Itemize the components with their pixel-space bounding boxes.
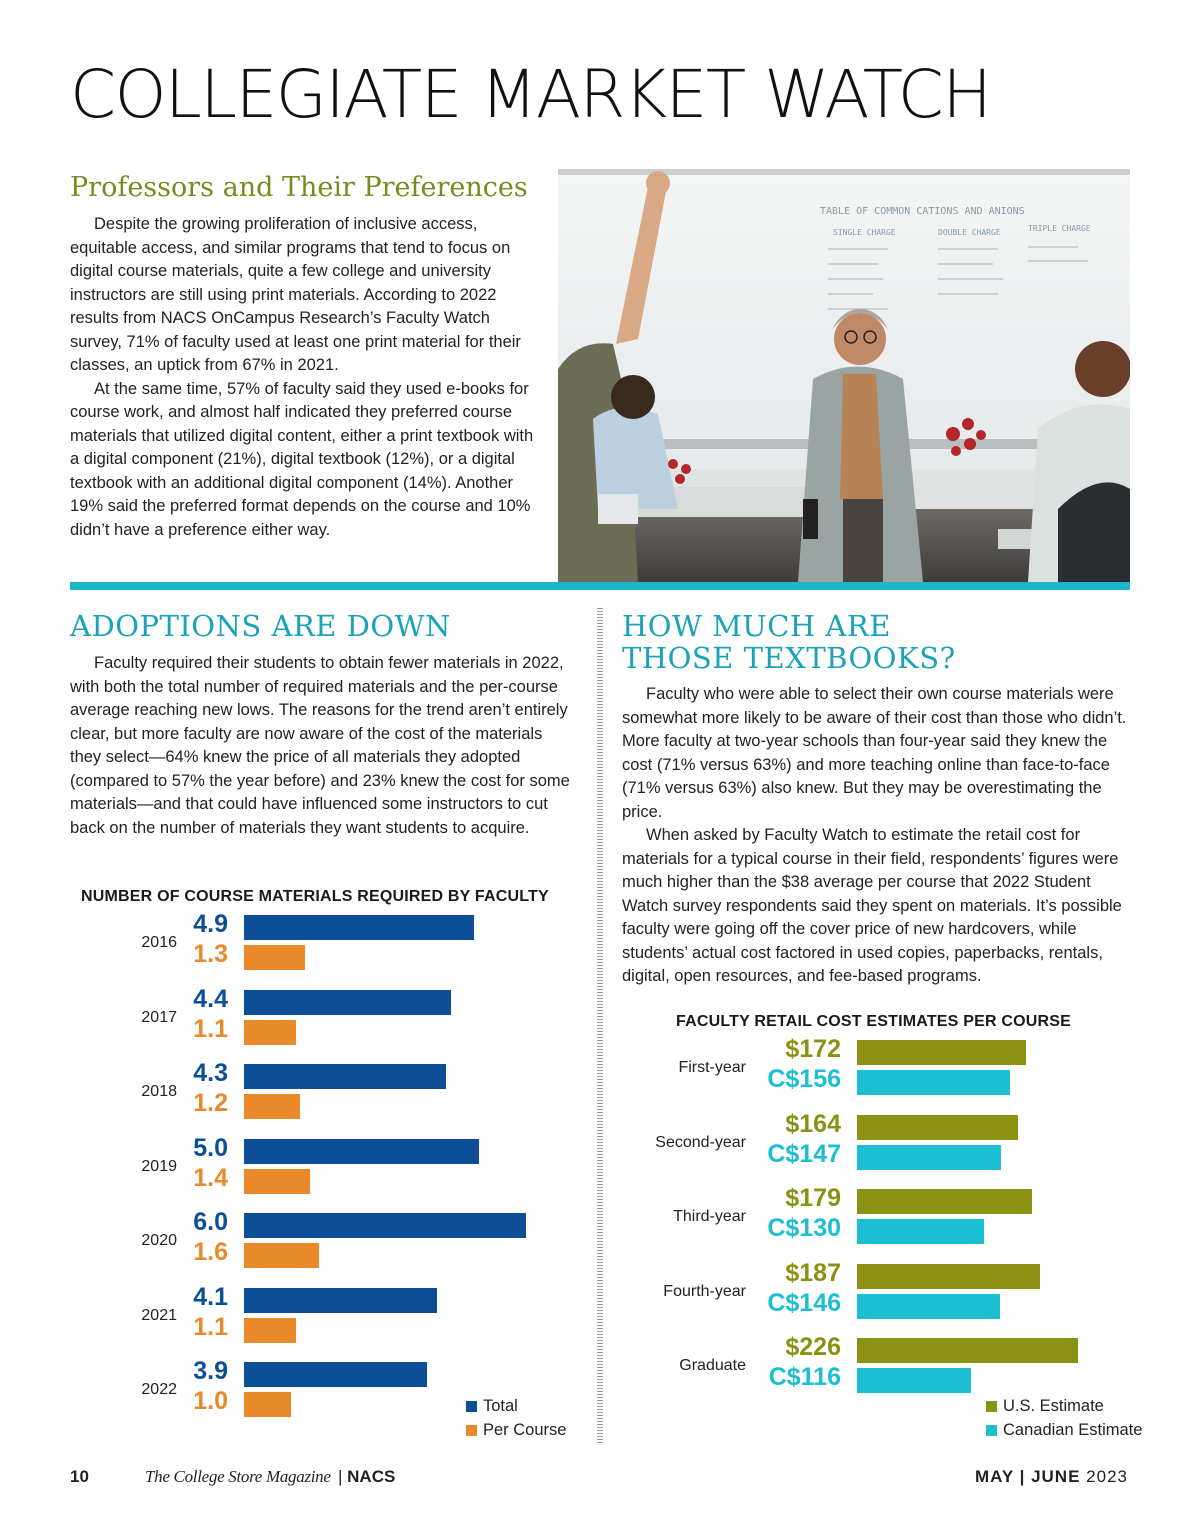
legend-item — [986, 1397, 1104, 1416]
textbooks-heading — [622, 610, 956, 674]
textbooks-body — [622, 683, 1132, 989]
whiteboard-heading: TABLE OF COMMON CATIONS AND ANIONS — [820, 206, 1025, 217]
adoptions-paragraph: Faculty required their students to obtain fewer materials in 2022, with both the total number of required materials and the per-course average reaching new lows. The reasons for the trend aren’t entirely clear, but more faculty are now aware of the cost of the materials they select—64% knew the price of all materials they adopted (compared to 57% the year before) and 23% knew the cost for some materials—and that could have influenced some instructors to cut back on the number of materials they want students to acquire. — [70, 654, 570, 837]
bar — [244, 1288, 437, 1313]
data-label: 4.9 — [193, 910, 228, 938]
bar — [244, 990, 451, 1015]
bar — [857, 1338, 1078, 1363]
legend-swatch — [466, 1401, 477, 1412]
textbooks-heading-line2: THOSE TEXTBOOKS? — [622, 641, 956, 675]
bar — [244, 915, 474, 940]
bar — [857, 1189, 1032, 1214]
magazine-name: The College Store Magazine — [145, 1467, 331, 1486]
textbooks-heading-line1: HOW MUCH ARE — [622, 609, 891, 643]
footer-org: NACS — [347, 1467, 396, 1486]
data-label: 1.0 — [193, 1387, 228, 1415]
page-title: COLLEGIATE MARKET WATCH — [70, 56, 991, 133]
data-label: 1.4 — [193, 1163, 228, 1192]
textbooks-paragraph: When asked by Faculty Watch to estimate the retail cost for materials for a typical course in their field, respondents’ figures were much higher than the $38 average per course that 2022 Student Watch survey respondents said they spent on materials. It’s possible faculty were going off the cover price of new hardcovers, while students’ actual cost factored in used copies, paperbacks, rentals, digital, open resources, and fee-based programs. — [622, 826, 1122, 985]
category-label: 2019 — [141, 1157, 177, 1175]
adoptions-body — [70, 652, 575, 840]
legend-item — [466, 1421, 566, 1440]
bar — [857, 1070, 1010, 1095]
category-label: 2020 — [141, 1232, 177, 1249]
category-label: 2018 — [141, 1083, 177, 1100]
legend-item — [466, 1397, 518, 1416]
data-label: 4.3 — [193, 1059, 228, 1087]
bar — [244, 1362, 427, 1387]
bar — [244, 1020, 296, 1045]
section-rule — [70, 582, 1130, 590]
data-label: C$130 — [767, 1214, 841, 1242]
data-label: $187 — [785, 1258, 841, 1287]
bar — [244, 1243, 319, 1268]
legend-swatch — [466, 1425, 477, 1436]
bar — [244, 1392, 291, 1417]
issue-months: MAY | JUNE — [974, 1467, 1081, 1486]
data-label: $179 — [785, 1184, 841, 1212]
bar — [857, 1145, 1001, 1170]
category-label: Graduate — [679, 1357, 746, 1374]
data-label: 1.1 — [193, 1014, 228, 1043]
category-label: 2022 — [141, 1381, 177, 1398]
issue-year: 2023 — [1086, 1467, 1128, 1486]
chart1-title: NUMBER OF COURSE MATERIALS REQUIRED BY FACULTY — [81, 888, 549, 905]
bar — [244, 1139, 479, 1164]
intro-body — [70, 213, 545, 542]
data-label: 1.1 — [193, 1312, 228, 1341]
data-label: 5.0 — [193, 1133, 228, 1162]
data-label: 1.2 — [193, 1089, 228, 1117]
bar — [857, 1264, 1040, 1289]
data-label: 4.1 — [193, 1282, 228, 1311]
legend-label: Canadian Estimate — [1003, 1421, 1143, 1439]
legend-label: Per Course — [483, 1421, 567, 1439]
category-label: 2016 — [141, 934, 177, 951]
bar — [857, 1219, 984, 1244]
classroom-illustration — [558, 169, 1130, 582]
org-name — [338, 1467, 395, 1487]
data-label: C$147 — [767, 1139, 841, 1168]
legend-label: Total — [483, 1397, 518, 1415]
adoptions-heading: ADOPTIONS ARE DOWN — [70, 609, 451, 643]
data-label: $164 — [785, 1109, 841, 1138]
bar — [244, 1213, 526, 1238]
chart2-title: FACULTY RETAIL COST ESTIMATES PER COURSE — [676, 1013, 1071, 1030]
classroom-photo — [558, 169, 1130, 582]
category-label: 2017 — [141, 1008, 177, 1026]
data-label: C$156 — [767, 1065, 841, 1093]
data-label: $226 — [785, 1333, 841, 1361]
legend-item — [986, 1421, 1142, 1440]
category-label: Third-year — [673, 1208, 746, 1225]
page-number: 10 — [70, 1467, 89, 1486]
data-label: 4.4 — [193, 984, 228, 1013]
bar — [857, 1115, 1018, 1140]
bar — [244, 1094, 300, 1119]
textbooks-paragraph: Faculty who were able to select their own course materials were somewhat more likely to be aware of their cost than those who didn’t. More faculty at two-year schools than four-year said they knew the cost (71% versus 63%) and more teaching online than face-to-face (71% versus 63%) also knew. But they may be overestimating the price. — [622, 685, 1127, 821]
intro-paragraph: Despite the growing proliferation of inclusive access, equitable access, and similar programs that tend to focus on digital course materials, quite a few college and university instructors are still using print materials. According to 2022 results from NACS OnCampus Research’s Faculty Watch survey, 71% of faculty used at least one print material for their classes, an uptick from 67% in 2021. — [70, 215, 521, 374]
bar — [857, 1368, 971, 1393]
chart2-cost-estimates — [600, 1035, 1160, 1450]
bar — [244, 1318, 296, 1343]
data-label: C$116 — [768, 1363, 841, 1391]
category-label: Second-year — [655, 1133, 746, 1151]
intro-paragraph: At the same time, 57% of faculty said they used e-books for course work, and almost half indicated they preferred course materials that utilized digital content, either a print textbook with a digital component (21%), digital textbook (12%), or a digital textbook with an additional digital component (14%). Another 19% said the preferred format depends on the course and 10% didn’t have a preference either way. — [70, 379, 534, 539]
chart1-materials — [100, 910, 590, 1445]
data-label: 1.3 — [193, 940, 228, 968]
bar — [857, 1294, 1000, 1319]
data-label: 3.9 — [193, 1357, 228, 1385]
legend-swatch — [986, 1425, 997, 1436]
data-label: 6.0 — [193, 1208, 228, 1236]
bar — [244, 1064, 446, 1089]
data-label: $172 — [785, 1035, 841, 1063]
bar — [244, 1169, 310, 1194]
bar — [244, 945, 305, 970]
category-label: Fourth-year — [663, 1282, 746, 1300]
category-label: First-year — [678, 1059, 746, 1076]
whiteboard-col1: SINGLE CHARGE — [833, 228, 896, 237]
data-label: 1.6 — [193, 1238, 228, 1266]
legend-label: U.S. Estimate — [1003, 1397, 1104, 1415]
bar — [857, 1040, 1026, 1065]
data-label: C$146 — [767, 1288, 841, 1317]
footer-separator: | — [338, 1467, 343, 1486]
whiteboard-col2: DOUBLE CHARGE — [938, 228, 1001, 237]
intro-heading: Professors and Their Preferences — [70, 172, 528, 203]
issue-date — [975, 1467, 1128, 1487]
legend-swatch — [986, 1401, 997, 1412]
whiteboard-col3: TRIPLE CHARGE — [1028, 224, 1091, 233]
category-label: 2021 — [141, 1306, 177, 1324]
